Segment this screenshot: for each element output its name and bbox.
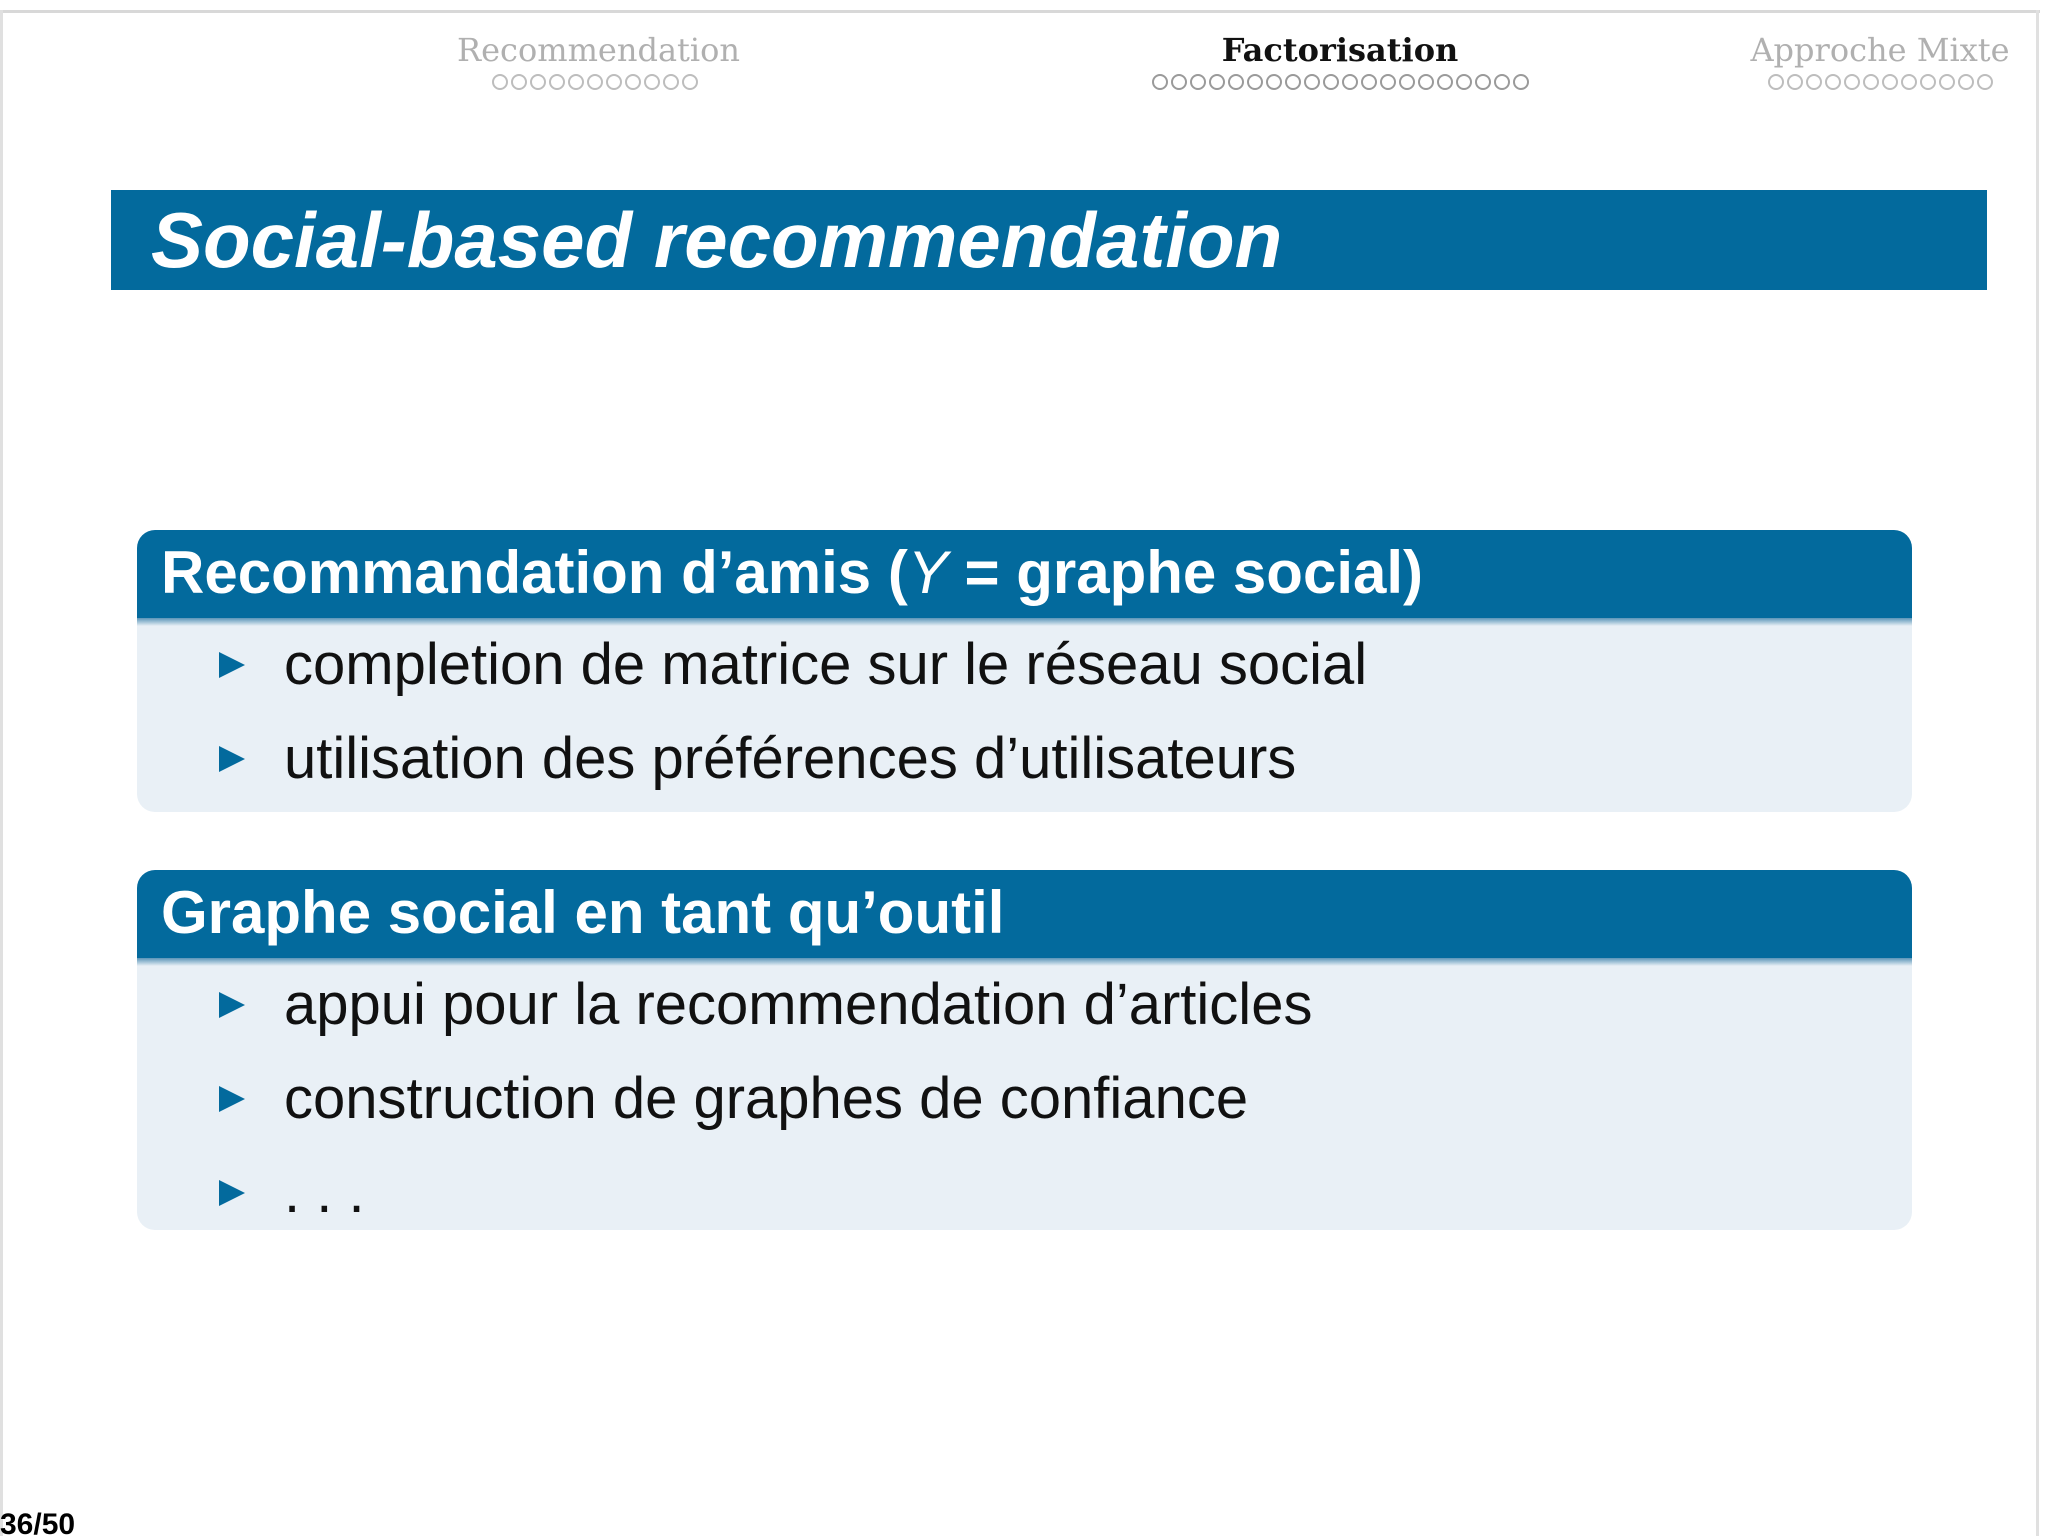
nav-dot-icon[interactable] xyxy=(1958,74,1974,90)
nav-dot-icon[interactable] xyxy=(1437,74,1453,90)
nav-section-factorisation[interactable] xyxy=(1130,28,1550,90)
nav-label[interactable]: Factorisation xyxy=(1221,31,1459,69)
nav-dot-icon[interactable] xyxy=(625,74,641,90)
nav-dot-icon[interactable] xyxy=(606,74,622,90)
nav-dot-icon[interactable] xyxy=(530,74,546,90)
nav-dot-icon[interactable] xyxy=(1266,74,1282,90)
nav-dot-icon[interactable] xyxy=(1844,74,1860,90)
nav-dot-icon[interactable] xyxy=(1399,74,1415,90)
bullet-list xyxy=(137,958,1912,1230)
nav-dot-icon[interactable] xyxy=(1342,74,1358,90)
nav-dot-icon[interactable] xyxy=(1190,74,1206,90)
nav-section-approche-mixte[interactable] xyxy=(1745,28,2015,90)
nav-dot-icon[interactable] xyxy=(549,74,565,90)
nav-dot-icon[interactable] xyxy=(1920,74,1936,90)
triangle-bullet-icon xyxy=(219,652,245,678)
slide-title: Social-based recommendation xyxy=(151,196,1283,284)
nav-dot-icon[interactable] xyxy=(663,74,679,90)
nav-dot-icon[interactable] xyxy=(1380,74,1396,90)
nav-dot-icon[interactable] xyxy=(511,74,527,90)
nav-section-recommendation[interactable] xyxy=(457,28,740,90)
nav-dot-icon[interactable] xyxy=(1768,74,1784,90)
block-title: Graphe social en tant qu’outil xyxy=(161,879,1005,946)
triangle-bullet-icon xyxy=(219,992,245,1018)
nav-dot-icon[interactable] xyxy=(1304,74,1320,90)
nav-dot-icon[interactable] xyxy=(492,74,508,90)
nav-dot-icon[interactable] xyxy=(1323,74,1339,90)
nav-label[interactable]: Recommendation xyxy=(457,31,740,69)
nav-dot-icon[interactable] xyxy=(1977,74,1993,90)
nav-dot-icon[interactable] xyxy=(682,74,698,90)
nav-dots xyxy=(457,74,733,90)
list-item-text: completion de matrice sur le réseau social xyxy=(284,632,1368,697)
page-number: 36/50 xyxy=(0,1508,76,1536)
frame-right-border xyxy=(2036,10,2039,1536)
nav-dot-icon[interactable] xyxy=(1806,74,1822,90)
block-header xyxy=(137,870,1912,958)
bullet-list xyxy=(137,618,1912,806)
nav-dot-icon[interactable] xyxy=(1787,74,1803,90)
nav-label[interactable]: Approche Mixte xyxy=(1750,31,2010,69)
list-item xyxy=(137,1146,1912,1230)
frame-left-border xyxy=(0,10,3,1536)
nav-dot-icon[interactable] xyxy=(1361,74,1377,90)
list-item-text: . . . xyxy=(284,1160,365,1225)
nav-dot-icon[interactable] xyxy=(1494,74,1510,90)
nav-dot-icon[interactable] xyxy=(1209,74,1225,90)
nav-dot-icon[interactable] xyxy=(1882,74,1898,90)
block-title-prefix: Recommandation d’amis ( xyxy=(161,539,908,606)
list-item-text: construction de graphes de confiance xyxy=(284,1066,1249,1131)
nav-dot-icon[interactable] xyxy=(1939,74,1955,90)
nav-dots xyxy=(1130,74,1550,90)
list-item xyxy=(137,712,1912,806)
triangle-bullet-icon xyxy=(219,746,245,772)
nav-dot-icon[interactable] xyxy=(1171,74,1187,90)
nav-dot-icon[interactable] xyxy=(1825,74,1841,90)
block-social-graph-tool xyxy=(137,870,1912,1230)
nav-dot-icon[interactable] xyxy=(1513,74,1529,90)
nav-dot-icon[interactable] xyxy=(1475,74,1491,90)
slide-title-bar xyxy=(111,190,1987,290)
nav-dots xyxy=(1745,74,2015,90)
nav-dot-icon[interactable] xyxy=(1456,74,1472,90)
nav-dot-icon[interactable] xyxy=(1418,74,1434,90)
nav-dot-icon[interactable] xyxy=(1152,74,1168,90)
triangle-bullet-icon xyxy=(219,1180,245,1206)
list-item-text: utilisation des préférences d’utilisateurs xyxy=(284,726,1297,791)
frame-top-border xyxy=(0,10,2040,13)
nav-dot-icon[interactable] xyxy=(1228,74,1244,90)
nav-dot-icon[interactable] xyxy=(1285,74,1301,90)
nav-dot-icon[interactable] xyxy=(587,74,603,90)
nav-dot-icon[interactable] xyxy=(568,74,584,90)
block-title xyxy=(161,530,1423,616)
block-title-suffix: = graphe social) xyxy=(947,539,1424,606)
block-friend-recommendation xyxy=(137,530,1912,812)
list-item xyxy=(137,1052,1912,1146)
list-item xyxy=(137,618,1912,712)
nav-dot-icon[interactable] xyxy=(1901,74,1917,90)
list-item-text: appui pour la recommendation d’articles xyxy=(284,972,1313,1037)
nav-dot-icon[interactable] xyxy=(644,74,660,90)
block-title-math: Y xyxy=(907,539,948,606)
block-header xyxy=(137,530,1912,618)
triangle-bullet-icon xyxy=(219,1086,245,1112)
nav-dot-icon[interactable] xyxy=(1247,74,1263,90)
nav-dot-icon[interactable] xyxy=(1863,74,1879,90)
list-item xyxy=(137,958,1912,1052)
